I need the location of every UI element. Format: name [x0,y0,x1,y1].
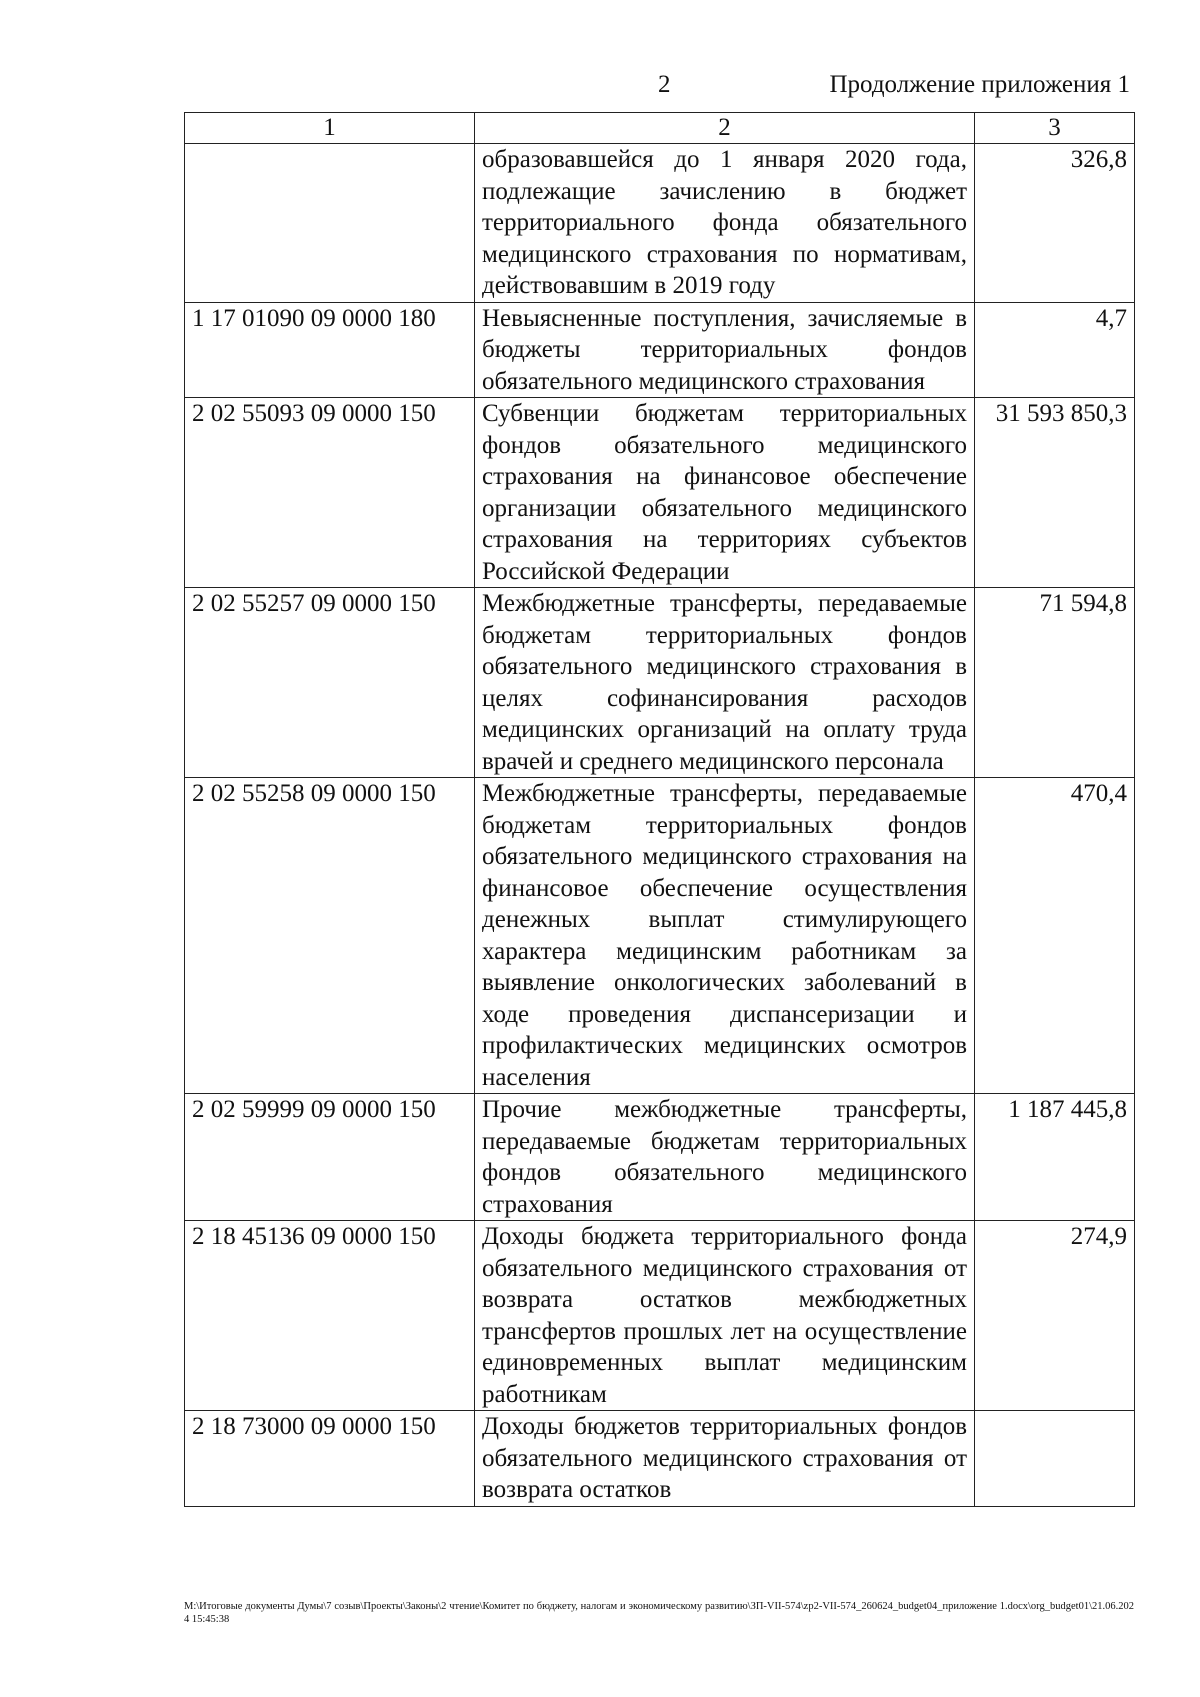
table-row [185,398,1135,588]
row-name: Субвенции бюджетам территориальных фондов обязательного медицинского страхования на финансовое обеспечение организации обязательного медицинского страхования на территориях субъектов Российской Федерации [475,398,975,588]
row-code: 2 02 55093 09 0000 150 [185,398,475,588]
column-header-code: 1 [185,113,475,144]
row-name: Доходы бюджета территориального фонда обязательного медицинского страхования от возврата остатков межбюджетных трансфертов прошлых лет на осуществление единовременных выплат медицинским работникам [475,1221,975,1411]
row-code [185,144,475,303]
table-row [185,588,1135,778]
row-amount: 1 187 445,8 [975,1094,1135,1221]
row-amount: 31 593 850,3 [975,398,1135,588]
column-header-amount: 3 [975,113,1135,144]
row-amount: 71 594,8 [975,588,1135,778]
row-amount: 4,7 [975,302,1135,398]
row-amount: 326,8 [975,144,1135,303]
table-row [185,1221,1135,1411]
continuation-label: Продолжение приложения 1 [829,71,1130,98]
column-header-name: 2 [475,113,975,144]
row-code: 2 02 55258 09 0000 150 [185,778,475,1094]
row-amount: 274,9 [975,1221,1135,1411]
table-row [185,144,1135,303]
page-number: 2 [658,71,671,98]
row-amount [975,1411,1135,1507]
row-name: Невыясненные поступления, зачисляемые в бюджеты территориальных фондов обязательного медицинского страхования [475,302,975,398]
table-row [185,1411,1135,1507]
row-name: Прочие межбюджетные трансферты, передаваемые бюджетам территориальных фондов обязательного медицинского страхования [475,1094,975,1221]
row-name: образовавшейся до 1 января 2020 года, подлежащие зачислению в бюджет территориального фонда обязательного медицинского страхования по нормативам, действовавшим в 2019 году [475,144,975,303]
row-code: 2 18 73000 09 0000 150 [185,1411,475,1507]
row-name: Межбюджетные трансферты, передаваемые бюджетам территориальных фондов обязательного медицинского страхования в целях софинансирования расходов медицинских организаций на оплату труда врачей и среднего медицинского персонала [475,588,975,778]
row-amount: 470,4 [975,778,1135,1094]
row-code: 2 02 55257 09 0000 150 [185,588,475,778]
row-code: 2 02 59999 09 0000 150 [185,1094,475,1221]
row-name: Доходы бюджетов территориальных фондов обязательного медицинского страхования от возврата остатков [475,1411,975,1507]
table-row [185,1094,1135,1221]
table-header-row [185,113,1135,144]
table-row [185,302,1135,398]
budget-table [184,112,1135,1507]
row-code: 2 18 45136 09 0000 150 [185,1221,475,1411]
row-name: Межбюджетные трансферты, передаваемые бюджетам территориальных фондов обязательного медицинского страхования на финансовое обеспечение осуществления денежных выплат стимулирующего характера медицинским работникам за выявление онкологических заболеваний в ходе проведения диспансеризации и профилактических медицинских осмотров населения [475,778,975,1094]
row-code: 1 17 01090 09 0000 180 [185,302,475,398]
table-row [185,778,1135,1094]
document-path-footer: M:\Итоговые документы Думы\7 созыв\Проекты\Законы\2 чтение\Комитет по бюджету, налогам и экономическому развитию\ЗП-VII-574\zp2-VII-574_260624_budget04_приложение 1.docx\org_budget01\21.06.2024 15:45:38 [184,1601,1134,1625]
